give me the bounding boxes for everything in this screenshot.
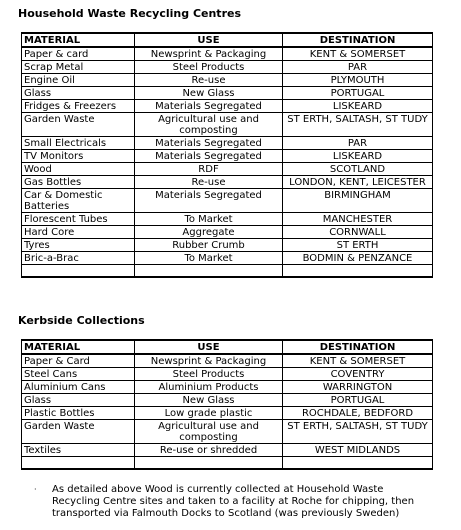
- kerbside-title: Kerbside Collections: [18, 314, 145, 327]
- use-cell: Re-use or shredded: [135, 444, 283, 457]
- use-cell: Materials Segregated: [135, 189, 283, 213]
- destination-cell: ROCHDALE, BEDFORD: [283, 407, 433, 420]
- destination-cell: BODMIN & PENZANCE: [283, 252, 433, 265]
- use-cell: Materials Segregated: [135, 100, 283, 113]
- wood-note-text: As detailed above Wood is currently collected at Household Waste Recycling Centre sites and taken to a facility at Roche for chipping, then transported via Falmouth Docks to Scotland (was previously Sweden): [52, 484, 415, 519]
- destination-cell: WARRINGTON: [283, 381, 433, 394]
- material-cell: TV Monitors: [22, 150, 135, 163]
- destination-cell: PORTUGAL: [283, 394, 433, 407]
- empty-cell: [22, 457, 135, 470]
- destination-cell: LISKEARD: [283, 150, 433, 163]
- use-cell: Aluminium Products: [135, 381, 283, 394]
- material-cell: Paper & card: [22, 47, 135, 61]
- table-row: [22, 368, 433, 381]
- use-cell: Newsprint & Packaging: [135, 47, 283, 61]
- destination-cell: LISKEARD: [283, 100, 433, 113]
- material-cell: Garden Waste: [22, 113, 135, 137]
- empty-cell: [135, 265, 283, 278]
- use-cell: Agricultural use and composting: [135, 113, 283, 137]
- table-row: [22, 213, 433, 226]
- use-cell: Newsprint & Packaging: [135, 354, 283, 368]
- bullet-icon: ·: [34, 485, 37, 494]
- use-cell: To Market: [135, 252, 283, 265]
- material-cell: Garden Waste: [22, 420, 135, 444]
- table-row: [22, 163, 433, 176]
- table-row: [22, 74, 433, 87]
- destination-header: DESTINATION: [283, 33, 433, 47]
- use-cell: Re-use: [135, 176, 283, 189]
- destination-cell: PORTUGAL: [283, 87, 433, 100]
- table-row: [22, 354, 433, 368]
- use-cell: Re-use: [135, 74, 283, 87]
- use-cell: Steel Products: [135, 368, 283, 381]
- use-cell: New Glass: [135, 394, 283, 407]
- use-cell: Agricultural use and composting: [135, 420, 283, 444]
- table-row: [22, 137, 433, 150]
- table-row: [22, 189, 433, 213]
- material-cell: Paper & Card: [22, 354, 135, 368]
- wood-note: [34, 484, 434, 520]
- material-cell: Car & Domestic Batteries: [22, 189, 135, 213]
- table-row: [22, 252, 433, 265]
- use-cell: To Market: [135, 213, 283, 226]
- material-header: MATERIAL: [22, 33, 135, 47]
- material-cell: Bric-a-Brac: [22, 252, 135, 265]
- material-cell: Scrap Metal: [22, 61, 135, 74]
- destination-cell: CORNWALL: [283, 226, 433, 239]
- table-row: [22, 176, 433, 189]
- material-cell: Hard Core: [22, 226, 135, 239]
- empty-cell: [22, 265, 135, 278]
- table-row: [22, 47, 433, 61]
- header-row: [22, 33, 433, 47]
- use-cell: New Glass: [135, 87, 283, 100]
- material-header: MATERIAL: [22, 340, 135, 354]
- table-row: [22, 407, 433, 420]
- table-row: [22, 100, 433, 113]
- material-cell: Small Electricals: [22, 137, 135, 150]
- destination-header: DESTINATION: [283, 340, 433, 354]
- material-cell: Glass: [22, 87, 135, 100]
- destination-cell: PLYMOUTH: [283, 74, 433, 87]
- material-cell: Tyres: [22, 239, 135, 252]
- table-row: [22, 239, 433, 252]
- material-cell: Gas Bottles: [22, 176, 135, 189]
- destination-cell: WEST MIDLANDS: [283, 444, 433, 457]
- table-row: [22, 87, 433, 100]
- table-row: [22, 394, 433, 407]
- destination-cell: ST ERTH, SALTASH, ST TUDY: [283, 420, 433, 444]
- destination-cell: ST ERTH: [283, 239, 433, 252]
- use-cell: Rubber Crumb: [135, 239, 283, 252]
- material-cell: Glass: [22, 394, 135, 407]
- destination-cell: COVENTRY: [283, 368, 433, 381]
- destination-cell: SCOTLAND: [283, 163, 433, 176]
- header-row: [22, 340, 433, 354]
- material-cell: Steel Cans: [22, 368, 135, 381]
- material-cell: Fridges & Freezers: [22, 100, 135, 113]
- empty-cell: [283, 265, 433, 278]
- table-row: [22, 381, 433, 394]
- use-header: USE: [135, 340, 283, 354]
- material-cell: Wood: [22, 163, 135, 176]
- use-cell: Materials Segregated: [135, 137, 283, 150]
- material-cell: Engine Oil: [22, 74, 135, 87]
- use-cell: Materials Segregated: [135, 150, 283, 163]
- use-cell: Low grade plastic: [135, 407, 283, 420]
- empty-row: [22, 457, 433, 470]
- table-row: [22, 226, 433, 239]
- destination-cell: MANCHESTER: [283, 213, 433, 226]
- empty-cell: [135, 457, 283, 470]
- use-cell: RDF: [135, 163, 283, 176]
- destination-cell: KENT & SOMERSET: [283, 47, 433, 61]
- material-cell: Plastic Bottles: [22, 407, 135, 420]
- destination-cell: ST ERTH, SALTASH, ST TUDY: [283, 113, 433, 137]
- hwrc-title: Household Waste Recycling Centres: [18, 7, 241, 20]
- material-cell: Aluminium Cans: [22, 381, 135, 394]
- use-cell: Aggregate: [135, 226, 283, 239]
- use-cell: Steel Products: [135, 61, 283, 74]
- table-row: [22, 150, 433, 163]
- destination-cell: PAR: [283, 137, 433, 150]
- destination-cell: BIRMINGHAM: [283, 189, 433, 213]
- material-cell: Textiles: [22, 444, 135, 457]
- use-header: USE: [135, 33, 283, 47]
- table-row: [22, 61, 433, 74]
- destination-cell: LONDON, KENT, LEICESTER: [283, 176, 433, 189]
- destination-cell: KENT & SOMERSET: [283, 354, 433, 368]
- hwrc-table: [21, 32, 433, 278]
- kerbside-table: [21, 339, 433, 470]
- table-row: [22, 444, 433, 457]
- empty-row: [22, 265, 433, 278]
- empty-cell: [283, 457, 433, 470]
- destination-cell: PAR: [283, 61, 433, 74]
- table-row: [22, 420, 433, 444]
- table-row: [22, 113, 433, 137]
- material-cell: Florescent Tubes: [22, 213, 135, 226]
